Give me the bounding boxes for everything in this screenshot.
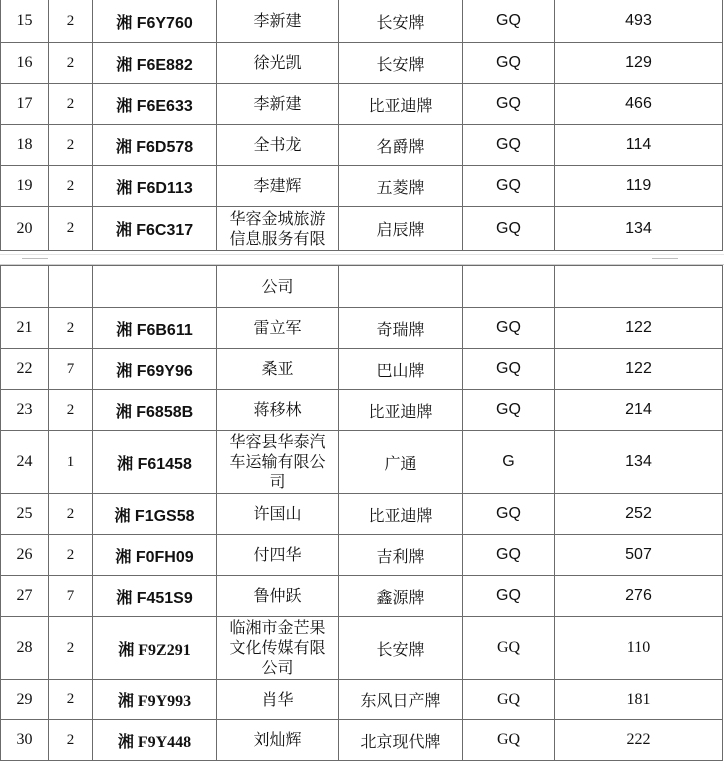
vehicle-class-cell: 2 — [49, 0, 93, 43]
mileage-cell: 119 — [555, 166, 723, 207]
owner-line: 车运输有限公 — [229, 452, 326, 471]
owner-cell — [217, 0, 339, 43]
owner-line: 华容金城旅游 — [229, 208, 326, 228]
brand-cell: 长安牌 — [339, 0, 463, 43]
row-number-cell: 28 — [1, 617, 49, 680]
vehicle-class-cell: 2 — [49, 535, 93, 576]
owner-line: 公司 — [261, 658, 294, 677]
owner-line: 蒋移林 — [253, 400, 302, 419]
plate-number-cell: 湘 F61458 — [93, 431, 217, 494]
owner-line: 许国山 — [253, 504, 302, 523]
plate-number-cell: 湘 F6C317 — [93, 207, 217, 251]
owner-line: 李新建 — [253, 94, 302, 113]
mileage-cell: 507 — [555, 535, 723, 576]
vehicle-class-cell: 2 — [49, 680, 93, 720]
brand-cell: 北京现代牌 — [339, 720, 463, 761]
brand-cell: 广通 — [339, 431, 463, 494]
plate-number-cell: 湘 F6E633 — [93, 84, 217, 125]
vehicle-type-cell: GQ — [463, 494, 555, 535]
plate-number-cell: 湘 F6B611 — [93, 308, 217, 349]
owner-cell — [217, 431, 339, 494]
mileage-cell: 222 — [555, 720, 723, 761]
row-number-cell: 22 — [1, 349, 49, 390]
brand-cell: 比亚迪牌 — [339, 390, 463, 431]
plate-number-cell: 湘 F6D578 — [93, 125, 217, 166]
owner-line: 文化传媒有限 — [229, 638, 326, 657]
brand-cell: 东风日产牌 — [339, 680, 463, 720]
owner-cell — [217, 84, 339, 125]
owner-cell — [217, 680, 339, 720]
vehicle-type-cell: GQ — [463, 43, 555, 84]
plate-number-cell: 湘 F0FH09 — [93, 535, 217, 576]
page-break-mark — [22, 258, 48, 262]
plate-number-cell: 湘 F6858B — [93, 390, 217, 431]
owner-cell — [217, 266, 339, 308]
mileage-cell: 466 — [555, 84, 723, 125]
vehicle-type-cell: GQ — [463, 680, 555, 720]
vehicle-class-cell: 1 — [49, 431, 93, 494]
table-row — [1, 0, 723, 43]
row-number-cell: 25 — [1, 494, 49, 535]
page-break-mark — [652, 258, 678, 262]
owner-cell — [217, 535, 339, 576]
vehicle-type-cell: G — [463, 431, 555, 494]
vehicle-type-cell: GQ — [463, 207, 555, 251]
vehicle-class-cell: 2 — [49, 125, 93, 166]
owner-cell — [217, 390, 339, 431]
table-row — [1, 390, 723, 431]
owner-cell — [217, 43, 339, 84]
brand-cell: 长安牌 — [339, 617, 463, 680]
table-row — [1, 576, 723, 617]
owner-line: 李建辉 — [253, 176, 302, 195]
mileage-cell: 276 — [555, 576, 723, 617]
vehicle-class-cell: 2 — [49, 308, 93, 349]
table-row — [1, 166, 723, 207]
table-row — [1, 125, 723, 166]
mileage-cell: 252 — [555, 494, 723, 535]
plate-number-cell: 湘 F9Y448 — [93, 720, 217, 761]
plate-number-cell: 湘 F1GS58 — [93, 494, 217, 535]
owner-line: 信息服务有限 — [229, 228, 326, 248]
vehicle-type-cell: GQ — [463, 576, 555, 617]
table-row — [1, 207, 723, 251]
owner-line: 刘灿辉 — [253, 730, 302, 749]
vehicle-type-cell: GQ — [463, 166, 555, 207]
table-row — [1, 431, 723, 494]
row-number-cell — [1, 266, 49, 308]
row-number-cell: 16 — [1, 43, 49, 84]
owner-line: 临湘市金芒果 — [229, 618, 326, 637]
table-row — [1, 680, 723, 720]
vehicle-class-cell: 2 — [49, 390, 93, 431]
owner-cell — [217, 576, 339, 617]
brand-cell: 鑫源牌 — [339, 576, 463, 617]
owner-cell — [217, 617, 339, 680]
row-number-cell: 29 — [1, 680, 49, 720]
plate-number-cell: 湘 F6D113 — [93, 166, 217, 207]
table-row — [1, 43, 723, 84]
mileage-cell: 134 — [555, 207, 723, 251]
table-row — [1, 617, 723, 680]
owner-cell — [217, 125, 339, 166]
owner-cell — [217, 308, 339, 349]
mileage-cell: 181 — [555, 680, 723, 720]
vehicle-type-cell: GQ — [463, 125, 555, 166]
table-row — [1, 266, 723, 308]
plate-number-cell: 湘 F6Y760 — [93, 0, 217, 43]
plate-number-cell: 湘 F451S9 — [93, 576, 217, 617]
plate-number-cell: 湘 F9Y993 — [93, 680, 217, 720]
owner-line: 司 — [269, 472, 286, 491]
owner-line: 肖华 — [261, 689, 294, 709]
table-row — [1, 84, 723, 125]
vehicle-table-top — [0, 0, 723, 251]
table-row — [1, 535, 723, 576]
owner-cell — [217, 349, 339, 390]
vehicle-type-cell: GQ — [463, 535, 555, 576]
mileage-cell: 122 — [555, 349, 723, 390]
table-row — [1, 308, 723, 349]
owner-line: 桑亚 — [261, 359, 294, 378]
vehicle-table-bottom — [0, 265, 723, 761]
mileage-cell: 134 — [555, 431, 723, 494]
page-break-gap — [0, 254, 724, 265]
row-number-cell: 21 — [1, 308, 49, 349]
vehicle-class-cell: 7 — [49, 576, 93, 617]
vehicle-type-cell: GQ — [463, 0, 555, 43]
brand-cell: 巴山牌 — [339, 349, 463, 390]
vehicle-type-cell: GQ — [463, 308, 555, 349]
row-number-cell: 20 — [1, 207, 49, 251]
plate-number-cell — [93, 266, 217, 308]
brand-cell: 比亚迪牌 — [339, 84, 463, 125]
brand-cell: 奇瑞牌 — [339, 308, 463, 349]
row-number-cell: 18 — [1, 125, 49, 166]
mileage-cell — [555, 266, 723, 308]
vehicle-type-cell: GQ — [463, 349, 555, 390]
vehicle-class-cell — [49, 266, 93, 308]
mileage-cell: 114 — [555, 125, 723, 166]
vehicle-type-cell: GQ — [463, 84, 555, 125]
row-number-cell: 23 — [1, 390, 49, 431]
owner-cell — [217, 720, 339, 761]
vehicle-class-cell: 7 — [49, 349, 93, 390]
table-row — [1, 720, 723, 761]
brand-cell: 名爵牌 — [339, 125, 463, 166]
brand-cell: 五菱牌 — [339, 166, 463, 207]
vehicle-class-cell: 2 — [49, 720, 93, 761]
mileage-cell: 122 — [555, 308, 723, 349]
table-row — [1, 349, 723, 390]
vehicle-type-cell — [463, 266, 555, 308]
brand-cell — [339, 266, 463, 308]
owner-line: 李新建 — [253, 11, 302, 30]
brand-cell: 吉利牌 — [339, 535, 463, 576]
plate-number-cell: 湘 F9Z291 — [93, 617, 217, 680]
plate-number-cell: 湘 F6E882 — [93, 43, 217, 84]
owner-line: 雷立军 — [253, 318, 302, 337]
vehicle-class-cell: 2 — [49, 84, 93, 125]
vehicle-type-cell: GQ — [463, 720, 555, 761]
row-number-cell: 30 — [1, 720, 49, 761]
brand-cell: 长安牌 — [339, 43, 463, 84]
vehicle-class-cell: 2 — [49, 43, 93, 84]
row-number-cell: 17 — [1, 84, 49, 125]
mileage-cell: 214 — [555, 390, 723, 431]
owner-line: 鲁仲跃 — [253, 586, 302, 605]
owner-cell — [217, 207, 339, 251]
mileage-cell: 493 — [555, 0, 723, 43]
row-number-cell: 27 — [1, 576, 49, 617]
vehicle-class-cell: 2 — [49, 617, 93, 680]
vehicle-type-cell: GQ — [463, 390, 555, 431]
vehicle-class-cell: 2 — [49, 494, 93, 535]
table-row — [1, 494, 723, 535]
owner-line: 华容县华泰汽 — [229, 432, 326, 451]
owner-line: 公司 — [261, 276, 294, 296]
row-number-cell: 26 — [1, 535, 49, 576]
row-number-cell: 24 — [1, 431, 49, 494]
row-number-cell: 15 — [1, 0, 49, 43]
owner-line: 付四华 — [253, 545, 302, 564]
owner-line: 徐光凯 — [253, 53, 302, 72]
owner-cell — [217, 166, 339, 207]
plate-number-cell: 湘 F69Y96 — [93, 349, 217, 390]
vehicle-class-cell: 2 — [49, 166, 93, 207]
brand-cell: 启辰牌 — [339, 207, 463, 251]
mileage-cell: 110 — [555, 617, 723, 680]
mileage-cell: 129 — [555, 43, 723, 84]
vehicle-class-cell: 2 — [49, 207, 93, 251]
owner-line: 全书龙 — [253, 135, 302, 154]
row-number-cell: 19 — [1, 166, 49, 207]
vehicle-type-cell: GQ — [463, 617, 555, 680]
owner-cell — [217, 494, 339, 535]
brand-cell: 比亚迪牌 — [339, 494, 463, 535]
